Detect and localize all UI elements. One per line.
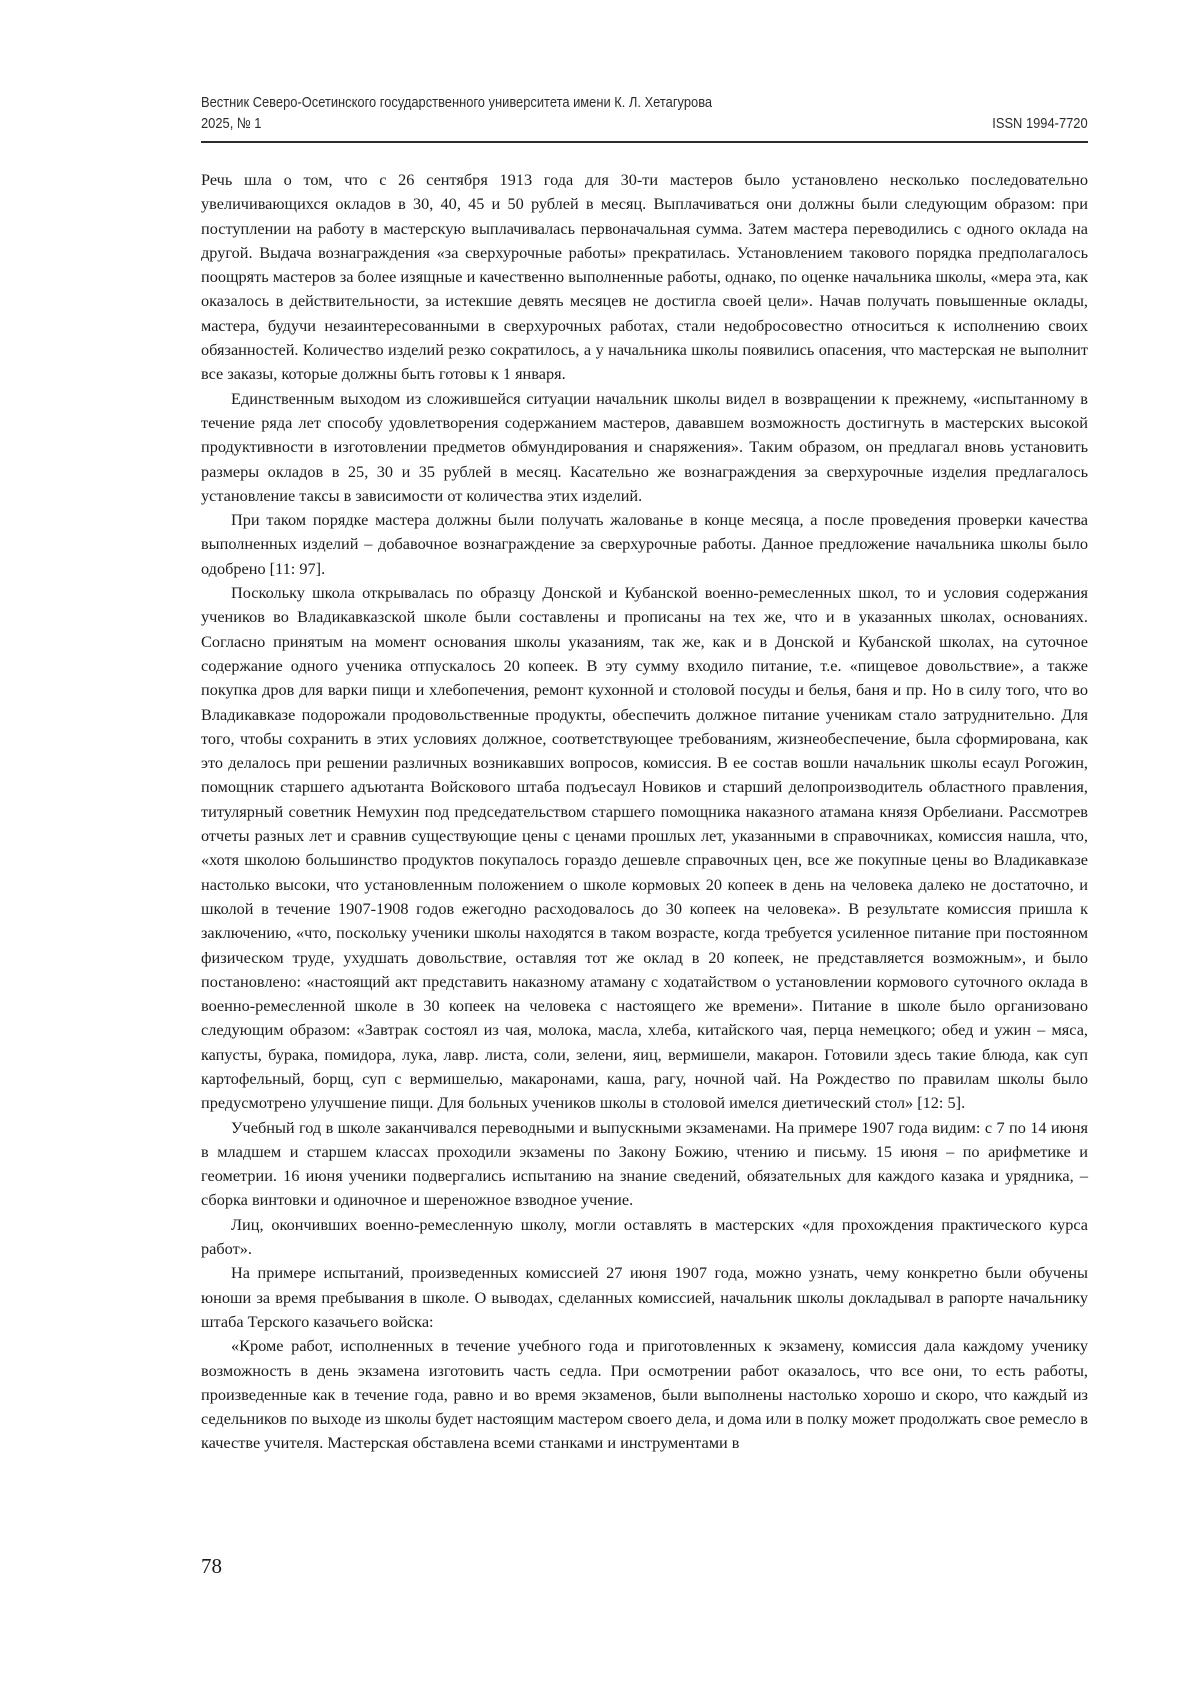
paragraph: На примере испытаний, произведенных комиссией 27 июня 1907 года, можно узнать, чему конкретно были обучены юноши за время пребывания в школе. О выводах, сделанных комиссией, начальник школы докладывал в рапорте начальнику штаба Терского казачьего войска: [201, 1263, 1088, 1331]
header-rule [201, 141, 1088, 143]
paragraph: «Кроме работ, исполненных в течение учебного года и приготовленных к экзамену, комиссия дала каждому ученику возможность в день экзамена изготовить часть седла. При осмотрении работ оказалось, что все они, то есть работы, произведенные как в течение года, равно и во время экзаменов, были выполнены настолько хорошо и скоро, что каждый из седельников по выходе из школы будет настоящим мастером своего дела, и дома или в полку может продолжать свое ремесло в качестве учителя. Мастерская обставлена всеми станками и инструментами в [201, 1336, 1088, 1453]
paragraph: Единственным выходом из сложившейся ситуации начальник школы видел в возвращении к прежнему, «испытанному в течение ряда лет способу удовлетворения содержанием мастеров, дававшем возможность достигнуть в мастерских высокой продуктивности в изготовлении предметов обмундирования и снаряжения». Таким образом, он предлагал вновь установить размеры окладов в 25, 30 и 35 рублей в месяц. Касательно же вознаграждения за сверхурочные изделия предлагалось установление таксы в зависимости от количества этих изделий. [201, 388, 1088, 505]
paragraph: Речь шла о том, что с 26 сентября 1913 года для 30-ти мастеров было установлено несколько последовательно увеличивающихся окладов в 30, 40, 45 и 50 рублей в месяц. Выплачиваться они должны были следующим образом: при поступлении на работу в мастерскую выплачивалась первоначальная сумма. Затем мастера переводились с одного оклада на другой. Выдача вознаграждения «за сверхурочные работы» прекратилась. Установлением такового порядка предполагалось поощрять мастеров за более изящные и качественно выполненные работы, однако, по оценке начальника школы, «мера эта, как оказалось в действительности, за истекшие девять месяцев не достигла своей цели». Начав получать повышенные оклады, мастера, будучи незаинтересованными в сверхурочных работах, стали недобросовестно относиться к исполнению своих обязанностей. Количество изделий резко сократилось, а у начальника школы появились опасения, что мастерская не выполнит все заказы, которые должны быть готовы к 1 января. [201, 170, 1088, 384]
paragraph: Поскольку школа открывалась по образцу Донской и Кубанской военно-ремесленных школ, то и условия содержания учеников во Владикавказской школе были составлены и прописаны на тех же, что и в указанных школах, основаниях. Согласно принятым на момент основания школы указаниям, так же, как и в Донской и Кубанской школах, на суточное содержание одного ученика отпускалось 20 копеек. В эту сумму входило питание, т.е. «пищевое довольствие», а также покупка дров для варки пищи и хлебопечения, ремонт кухонной и столовой посуды и белья, баня и пр. Но в силу того, что во Владикавказе подорожали продовольственные продукты, обеспечить должное питание ученикам стало затруднительно. Для того, чтобы сохранить в этих условиях должное, соответствующее требованиям, жизнеобеспечение, была сформирована, как это делалось при решении различных возникавших вопросов, комиссия. В ее состав вошли начальник школы есаул Рогожин, помощник старшего адъютанта Войскового штаба подъесаул Новиков и старший делопроизводитель областного правления, титулярный советник Немухин под председательством старшего помощника наказного атамана князя Орбелиани. Рассмотрев отчеты разных лет и сравнив существующие цены с ценами прошлых лет, указанными в справочниках, комиссия нашла, что, «хотя школою большинство продуктов покупалось гораздо дешевле справочных цен, все же покупные цены во Владикавказе настолько высоки, что установленным положением о школе кормовых 20 копеек в день на человека далеко не достаточно, и школой в течение 1907-1908 годов ежегодно расходовалось до 30 копеек на человека». В результате комиссия пришла к заключению, «что, поскольку ученики школы находятся в таком возрасте, когда требуется усиленное питание при постоянном физическом труде, ухудшать довольствие, оставляя тот же оклад в 20 копеек, не представляется возможным», и было постановлено: «настоящий акт представить наказному атаману с ходатайством о установлении кормового суточного оклада в военно-ремесленной школе в 30 копеек на человека с настоящего же времени». Питание в школе было организовано следующим образом: «Завтрак состоял из чая, молока, масла, хлеба, китайского чая, перца немецкого; обед и ужин – мяса, капусты, бурака, помидора, лука, лавр. листа, соли, зелени, яиц, вермишели, макарон. Готовили здесь такие блюда, как суп картофельный, борщ, суп с вермишелью, макаронами, каша, рагу, ночной чай. На Рождество по правилам школы было предусмотрено улучшение пищи. Для больных учеников школы в столовой имелся диетический стол» [12: 5]. [201, 583, 1088, 1113]
paragraph: Учебный год в школе заканчивался переводными и выпускными экзаменами. На примере 1907 года видим: с 7 по 14 июня в младшем и старшем классах проходили экзамены по Закону Божию, чтению и письму. 15 июня – по арифметике и геометрии. 16 июня ученики подвергались испытанию на знание сведений, обязательных для каждого казака и урядника, – сборка винтовки и одиночное и шереножное взводное учение. [201, 1117, 1088, 1210]
header-row-1 [201, 92, 1088, 113]
running-header [201, 92, 1088, 134]
journal-title: Вестник Северо-Осетинского государственного университета имени К. Л. Хетагурова [201, 94, 713, 111]
issue-label: 2025, № 1 [201, 115, 262, 132]
issn-label: ISSN 1994-7720 [992, 115, 1088, 132]
page-number: 78 [201, 1554, 222, 1578]
paragraph: Лиц, окончивших военно-ремесленную школу, могли оставлять в мастерских «для прохождения практического курса работ». [201, 1214, 1088, 1259]
article-body [201, 168, 1088, 1456]
header-row-2 [201, 113, 1088, 134]
paragraph: При таком порядке мастера должны были получать жалованье в конце месяца, а после проведения проверки качества выполненных изделий – добавочное вознаграждение за сверхурочные работы. Данное предложение начальника школы было одобрено [11: 97]. [201, 510, 1088, 578]
